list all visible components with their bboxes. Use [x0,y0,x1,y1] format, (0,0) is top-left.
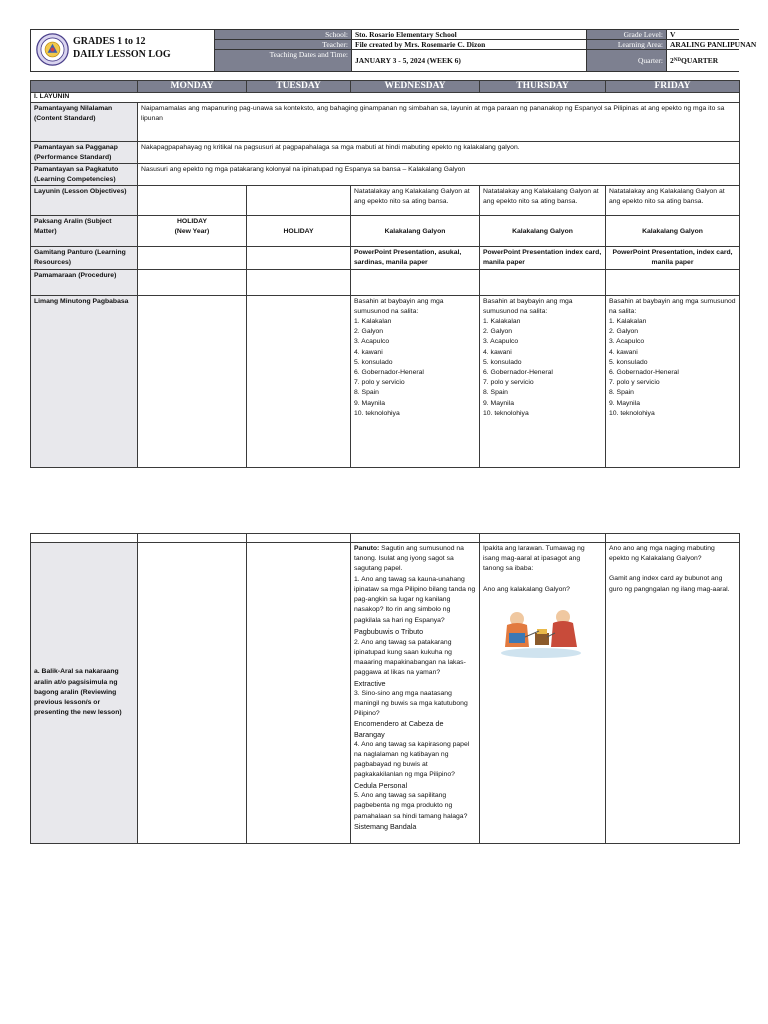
word-item: 7. polo y servicio [609,379,660,387]
word-item: 10. teknolohiya [354,409,400,417]
procedure-wed [351,269,480,295]
word-item: 1. Kalakalan [354,317,392,325]
question-4: 4. Ano ang tawag sa kapirasong papel na naglalaman ng katibayan ng pagbabayad ng buwis at pagkakakilanlan ng mga Pilipino? [354,740,470,779]
blank-header-cell [31,534,138,543]
performance-standard-label: Pamantayan sa Pagganap (Performance Standard) [31,142,138,164]
school-value: Sto. Rosario Elementary School [352,30,587,40]
word-item: 8. Spain [483,389,508,397]
word-item: 6. Gobernador-Heneral [483,368,553,376]
reading-thu [480,295,606,467]
day-thursday: THURSDAY [480,81,606,93]
title-dll: DAILY LESSON LOG [73,49,171,60]
fri-instruction: Gamit ang index card ay bubunot ang guro ng pangngalan ng ilang mag-aaral. [609,575,730,593]
word-item: 5. konsulado [354,358,393,366]
logo-title-box [31,30,215,71]
resources-tue [247,247,351,269]
word-item: 10. teknolohiya [483,409,529,417]
subject-thu: Kalakalang Galyon [480,216,606,247]
competency-label: Pamantayan sa Pagkatuto (Learning Competencies) [31,164,138,186]
objective-fri: Natatalakay ang Kalakalang Galyon at ang epekto nito sa ating bansa. [606,186,740,216]
review-tue [247,543,351,844]
word-item: 4. kawani [609,348,638,356]
word-item: 9. Maynila [354,399,385,407]
review-fri [606,543,740,844]
procedure-thu [480,269,606,295]
resources-mon [138,247,247,269]
word-item: 2. Galyon [483,328,513,336]
subject-wed: Kalakalang Galyon [351,216,480,247]
review-mon [138,543,247,844]
procedure-mon [138,269,247,295]
question-5: 5. Ano ang tawag sa sapilitang pagbebenta ng mga produkto ng pamahalaan sa hindi tamang halaga? Sistemang Bandala [354,791,468,832]
thu-instruction: Ipakita ang larawan. Tumawag ng isang mag-aaral at ipasagot ang tanong sa ibaba: [483,545,585,573]
area-label: Learning Area: [587,40,667,50]
review-table [30,533,740,844]
area-value: ARALING PANLIPUNAN [667,40,739,50]
panuto: Panuto: Sagutin ang sumusunod na tanong. Isulat ang iyong sagot sa sagutang papel. [354,545,464,573]
blank-header-cell [351,534,480,543]
word-item: 6. Gobernador-Heneral [609,368,679,376]
holiday-tuesday: HOLIDAY [247,216,351,247]
reading-intro: Basahin at baybayin ang mga sumusunod na salita: [354,297,444,315]
objective-wed: Natatalakay ang Kalakalang Galyon at ang epekto nito sa ating bansa. [351,186,480,216]
reading-tue [247,295,351,467]
blank-header-cell [606,534,740,543]
answer-5: Sistemang Bandala [354,822,417,832]
lesson-table [30,80,740,468]
word-item: 2. Galyon [609,328,639,336]
word-item: 3. Acapulco [609,338,645,346]
word-item: 5. konsulado [609,358,648,366]
header-info-grid [215,30,757,71]
word-item: 8. Spain [609,389,634,397]
dll-header [30,29,757,72]
word-item: 1. Kalakalan [609,317,647,325]
word-item: 7. polo y servicio [483,379,534,387]
content-standard: Naipamamalas ang mapanuring pag-unawa sa konteksto, ang bahaging ginampanan ng simbahan sa, layunin at mga paraan ng pananakop ng Espanyol sa Pilipinas at ang epekto ng mga ito sa lipunan [138,103,740,142]
word-item: 2. Galyon [354,328,384,336]
corner-cell [31,81,138,93]
thu-question: Ano ang kalakalang Galyon? [483,585,570,593]
reading-label: Limang Minutong Pagbabasa [31,295,138,467]
fri-question: Ano ano ang mga naging mabuting epekto ng Kalakalang Galyon? [609,545,715,563]
day-tuesday: TUESDAY [247,81,351,93]
competency: Nasusuri ang epekto ng mga patakarang kolonyal na ipinatupad ng Espanya sa bansa – Kalakalang Galyon [138,164,740,186]
objective-mon [138,186,247,216]
objective-tue [247,186,351,216]
reading-fri [606,295,740,467]
reading-intro: Basahin at baybayin ang mga sumusunod na salita: [609,297,736,315]
word-item: 7. polo y servicio [354,379,405,387]
word-item: 5. konsulado [483,358,522,366]
word-item: 3. Acapulco [483,338,519,346]
word-item: 3. Acapulco [354,338,390,346]
blank-header-cell [138,534,247,543]
resources-wed: PowerPoint Presentation, asukal, sardinas, manila paper [351,247,480,269]
section-layunin: I. LAYUNIN [31,93,740,103]
word-item: 6. Gobernador-Heneral [354,368,424,376]
answer-2: Extractive [354,678,386,688]
day-wednesday: WEDNESDAY [351,81,480,93]
teacher-label: Teacher: [215,40,352,50]
question-1: 1. Ano ang tawag sa kauna-unahang ipinataw sa mga Pilipino bilang tanda ng pag-angkin sa lugar ng kanilang nasakop? Ito rin ang simbolo ng pagkilala sa hari ng Espanya? Pagbubuwis o Tributo [354,575,476,636]
quarter-value: 2 ND QUARTER [667,50,739,71]
day-monday: MONDAY [138,81,247,93]
word-item: 8. Spain [354,389,379,397]
procedure-label: Pamamaraan (Procedure) [31,269,138,295]
reading-intro: Basahin at baybayin ang mga sumusunod na salita: [483,297,573,315]
dates-value: JANUARY 3 - 5, 2024 (WEEK 6) [352,50,587,71]
blank-header-cell [247,534,351,543]
word-item: 10. teknolohiya [609,409,655,417]
question-3: 3. Sino-sino ang mga naatasang maningil ng buwis sa mga katutubong Pilipino? [354,689,468,718]
answer-1: Pagbubuwis o Tributo [354,626,424,636]
deped-seal-icon [36,33,69,66]
day-friday: FRIDAY [606,81,740,93]
review-label: a. Balik-Aral sa nakaraang aralin at/o pagsisimula ng bagong aralin (Reviewing previous lesson/s or presenting the new lesson) [31,543,138,844]
procedure-tue [247,269,351,295]
grade-label: Grade Level: [587,30,667,40]
word-item: 4. kawani [483,348,512,356]
word-item: 9. Maynila [609,399,640,407]
resources-thu: PowerPoint Presentation index card, manila paper [480,247,606,269]
dates-label: Teaching Dates and Time: [215,50,352,71]
quarter-label: Quarter: [587,50,667,71]
answer-3: Encomendero at Cabeza de Barangay [354,719,444,739]
resources-fri: PowerPoint Presentation, index card, manila paper [606,247,740,269]
reading-mon [138,295,247,467]
question-2: 2. Ano ang tawag sa patakarang ipinatupad kung saan kukuha ng maaaring mapakinabangan na lakas-paggawa at likas na yaman? [354,638,466,677]
grade-value: V [667,30,739,40]
title-grades: GRADES 1 to 12 [73,36,146,47]
performance-standard: Nakapagpapahayag ng kritikal na pagsusuri at pagpapahalaga sa mga mabuti at hindi mabuting epekto ng kalakalang galyon. [138,142,740,164]
objectives-label: Layunin (Lesson Objectives) [31,186,138,216]
subject-fri: Kalakalang Galyon [606,216,740,247]
school-label: School: [215,30,352,40]
procedure-fri [606,269,740,295]
subject-label: Paksang Aralin (Subject Matter) [31,216,138,247]
answer-4: Cedula Personal [354,780,408,790]
word-item: 1. Kalakalan [483,317,521,325]
review-wed [351,543,480,844]
content-standard-label: Pamantayang Nilalaman (Content Standard) [31,103,138,142]
word-item: 9. Maynila [483,399,514,407]
review-thu [480,543,606,844]
holiday-monday: HOLIDAY (New Year) [138,216,247,247]
resources-label: Gamitang Panturo (Learning Resources) [31,247,138,269]
reading-wed [351,295,480,467]
teacher-value: File created by Mrs. Rosemarie C. Dizon [352,40,587,50]
objective-thu: Natatalakay ang Kalakalang Galyon at ang epekto nito sa ating bansa. [480,186,606,216]
word-item: 4. kawani [354,348,383,356]
blank-header-cell [480,534,606,543]
galleon-trade-illustration [495,603,587,659]
